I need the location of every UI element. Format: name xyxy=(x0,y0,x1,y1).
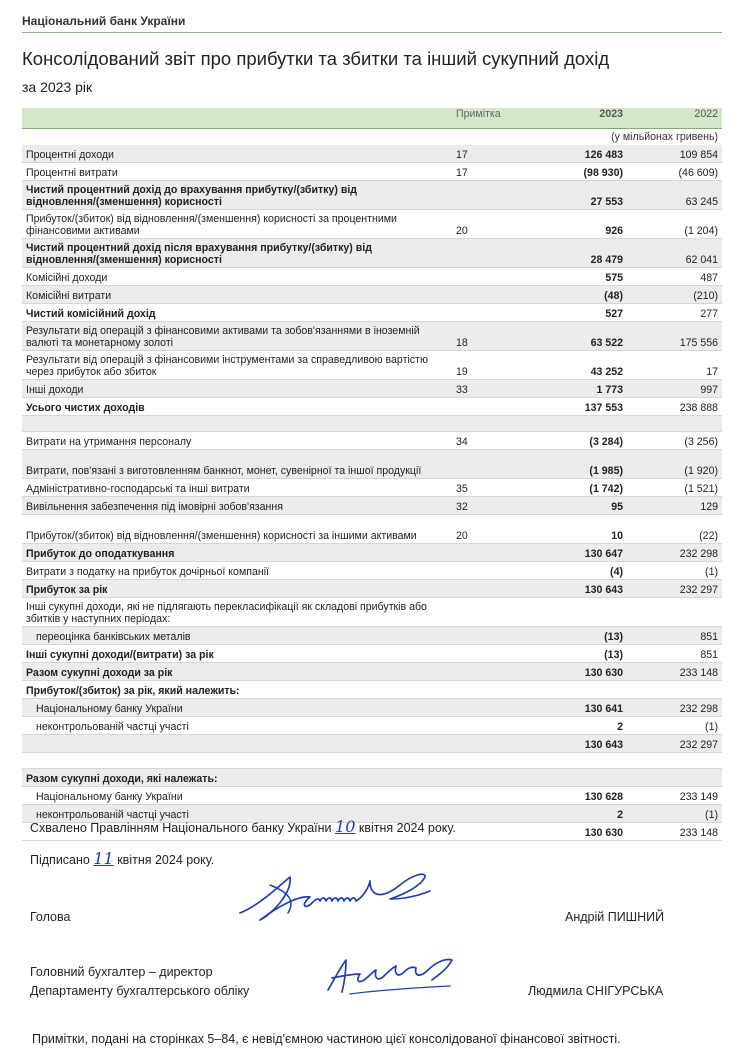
table-row xyxy=(22,286,722,304)
row-value-2022 xyxy=(625,785,722,786)
row-value-2023: (98 930) xyxy=(583,167,623,179)
row-label: переоцінка банківських металів xyxy=(36,631,191,643)
row-value-2022 xyxy=(625,625,722,626)
row-label: Разом сукупні доходи, які належать: xyxy=(26,773,218,785)
row-label: Процентні доходи xyxy=(26,149,114,161)
row-value-2023: 130 630 xyxy=(584,827,623,839)
table-row xyxy=(22,699,722,717)
row-label: Інші доходи xyxy=(26,384,84,396)
row-value-2022: (1) xyxy=(705,721,718,733)
row-note: 20 xyxy=(456,225,468,237)
row-value-2023: 27 553 xyxy=(590,196,623,208)
row-value-2022: 233 148 xyxy=(679,827,718,839)
table-row xyxy=(22,181,722,210)
row-value-2022: (1 521) xyxy=(684,483,718,495)
row-note xyxy=(452,560,510,561)
row-label xyxy=(22,838,452,840)
table-row xyxy=(22,398,722,416)
row-value-2022: 62 041 xyxy=(685,254,718,266)
row-label: Інші сукупні доходи, які не підлягають перекласифікації як складові прибутків або збитків у наступних періодах: xyxy=(26,601,427,625)
row-value-2023: 130 643 xyxy=(584,739,623,751)
row-note xyxy=(452,578,510,579)
row-label: Витрати на утримання персоналу xyxy=(26,436,192,448)
row-value-2022: 851 xyxy=(700,631,718,643)
row-note xyxy=(452,430,510,431)
approval-suffix: квітня 2024 року. xyxy=(358,821,456,835)
row-value-2023: 2 xyxy=(617,809,623,821)
table-row xyxy=(22,210,722,239)
table-row xyxy=(22,239,722,268)
row-note xyxy=(452,767,510,768)
row-value-2023: 43 252 xyxy=(590,366,623,378)
table-row xyxy=(22,515,722,544)
row-value-2023: 575 xyxy=(605,272,623,284)
row-note: 35 xyxy=(456,483,468,495)
table-row xyxy=(22,627,722,645)
row-label: Прибуток/(збиток) за рік, який належить: xyxy=(26,685,240,697)
table-row xyxy=(22,735,722,753)
row-value-2023: 130 628 xyxy=(584,791,623,803)
row-value-2022: 238 888 xyxy=(679,402,718,414)
row-value-2023: 10 xyxy=(611,530,623,542)
table-row xyxy=(22,304,722,322)
row-note xyxy=(452,661,510,662)
signing-day-handwritten: 11 xyxy=(93,849,114,868)
row-note: 17 xyxy=(456,149,468,161)
row-note xyxy=(452,414,510,415)
table-row xyxy=(22,322,722,351)
row-value-2022: 232 298 xyxy=(679,548,718,560)
row-value-2023: 1 773 xyxy=(596,384,623,396)
row-value-2022: 277 xyxy=(700,308,718,320)
row-label: Витрати з податку на прибуток дочірньої компанії xyxy=(26,566,270,578)
row-note xyxy=(452,643,510,644)
row-value-2023: 130 643 xyxy=(584,584,623,596)
row-label: Прибуток/(збиток) від відновлення/(зменшення) корисності за іншими активами xyxy=(26,530,417,542)
row-note: 19 xyxy=(456,366,468,378)
header-note: Примітка xyxy=(456,108,501,120)
row-label: Комісійні витрати xyxy=(26,290,112,302)
units-note: (у мільйонах гривень) xyxy=(611,131,718,143)
row-value-2022 xyxy=(625,767,722,768)
row-label: Інші сукупні доходи/(витрати) за рік xyxy=(26,649,214,661)
notes-statement: Примітки, подані на сторінках 5–84, є невід'ємною частиною цієї консолідованої фінансової звітності. xyxy=(32,1032,621,1046)
row-value-2023: 95 xyxy=(611,501,623,513)
row-note xyxy=(452,625,510,626)
row-value-2023: 926 xyxy=(605,225,623,237)
row-label: Витрати, пов'язані з виготовленням банкнот, монет, сувенірної та іншої продукції xyxy=(26,465,422,477)
row-value-2023 xyxy=(510,625,625,626)
row-value-2023: 130 647 xyxy=(584,548,623,560)
table-row xyxy=(22,544,722,562)
table-row xyxy=(22,562,722,580)
approval-line xyxy=(30,817,456,836)
row-value-2023: (1 985) xyxy=(589,465,623,477)
table-row xyxy=(22,450,722,479)
table-row xyxy=(22,681,722,699)
row-value-2023: (3 284) xyxy=(589,436,623,448)
row-value-2023 xyxy=(510,697,625,698)
signing-prefix: Підписано xyxy=(30,853,90,867)
row-label: Національному банку України xyxy=(36,703,183,715)
report-title: Консолідований звіт про прибутки та збитки та інший сукупний дохід xyxy=(22,48,610,69)
row-value-2022: 232 298 xyxy=(679,703,718,715)
row-value-2022: (210) xyxy=(693,290,718,302)
row-value-2022: 232 297 xyxy=(679,584,718,596)
row-note: 20 xyxy=(456,530,468,542)
row-value-2023: 28 479 xyxy=(590,254,623,266)
table-row xyxy=(22,145,722,163)
row-value-2023 xyxy=(510,430,625,431)
row-note: 18 xyxy=(456,337,468,349)
row-value-2022: 175 556 xyxy=(679,337,718,349)
row-note xyxy=(452,284,510,285)
table-row xyxy=(22,598,722,627)
row-value-2022: (46 609) xyxy=(678,167,718,179)
row-label xyxy=(22,750,452,752)
row-note xyxy=(452,839,510,840)
row-value-2023: (13) xyxy=(604,649,623,661)
table-row xyxy=(22,787,722,805)
row-label xyxy=(22,429,452,431)
table-row xyxy=(22,753,722,769)
row-label: неконтрольованій частці участі xyxy=(36,721,189,733)
table-row xyxy=(22,380,722,398)
row-value-2023: (48) xyxy=(604,290,623,302)
row-label: Усього чистих доходів xyxy=(26,402,145,414)
head-name: Андрій ПИШНИЙ xyxy=(565,910,665,924)
row-value-2023: 130 630 xyxy=(584,667,623,679)
row-value-2022 xyxy=(625,430,722,431)
table-row xyxy=(22,769,722,787)
approval-day-handwritten: 10 xyxy=(335,817,356,836)
row-note xyxy=(452,320,510,321)
row-value-2023: 527 xyxy=(605,308,623,320)
row-note xyxy=(452,266,510,267)
row-note xyxy=(452,803,510,804)
row-label: Процентні витрати xyxy=(26,167,118,179)
row-label: Прибуток до оподаткування xyxy=(26,548,175,560)
row-label: Національному банку України xyxy=(36,791,183,803)
income-statement-table xyxy=(22,108,722,841)
table-row xyxy=(22,416,722,432)
row-label: Прибуток за рік xyxy=(26,584,108,596)
header-2023: 2023 xyxy=(599,108,623,120)
row-value-2022: 129 xyxy=(700,501,718,513)
row-value-2022: (1) xyxy=(705,809,718,821)
row-note: 32 xyxy=(456,501,468,513)
row-note xyxy=(452,679,510,680)
row-label: Разом сукупні доходи за рік xyxy=(26,667,173,679)
row-note xyxy=(452,715,510,716)
report-period: за 2023 рік xyxy=(22,79,93,95)
head-signature xyxy=(230,865,440,935)
row-value-2022: (3 256) xyxy=(684,436,718,448)
row-value-2022: 851 xyxy=(700,649,718,661)
row-value-2022: 487 xyxy=(700,272,718,284)
row-note xyxy=(452,596,510,597)
row-note xyxy=(452,697,510,698)
row-label: Чистий процентний дохід до врахування прибутку/(збитку) від відновлення/(зменшення) корисності xyxy=(26,184,358,208)
header-divider xyxy=(22,32,722,33)
accountant-name: Людмила СНІГУРСЬКА xyxy=(528,984,664,998)
row-label: Прибуток/(збиток) від відновлення/(зменшення) корисності за процентними фінансовими активами xyxy=(26,213,397,237)
row-value-2023: 63 522 xyxy=(590,337,623,349)
row-note: 33 xyxy=(456,384,468,396)
row-label: Чистий комісійний дохід xyxy=(26,308,156,320)
row-value-2022: 63 245 xyxy=(685,196,718,208)
table-row xyxy=(22,663,722,681)
row-value-2022: 232 297 xyxy=(679,739,718,751)
table-row xyxy=(22,351,722,380)
row-note xyxy=(452,302,510,303)
row-note xyxy=(452,751,510,752)
row-value-2022: (1 204) xyxy=(684,225,718,237)
row-label: Комісійні доходи xyxy=(26,272,108,284)
row-label: Чистий процентний дохід після врахування прибутку/(збитку) від відновлення/(зменшення) корисності xyxy=(26,242,372,266)
table-row xyxy=(22,163,722,181)
row-value-2022: (1) xyxy=(705,566,718,578)
table-row xyxy=(22,479,722,497)
row-value-2022: 233 149 xyxy=(679,791,718,803)
row-value-2022: 109 854 xyxy=(679,149,718,161)
row-label: Результати від операцій з фінансовими інструментами за справедливою вартістю через прибуток або збиток xyxy=(26,354,428,378)
row-value-2023: 2 xyxy=(617,721,623,733)
row-value-2022: (1 920) xyxy=(684,465,718,477)
row-note: 34 xyxy=(456,436,468,448)
head-role: Голова xyxy=(30,910,71,924)
table-row xyxy=(22,717,722,735)
row-value-2023 xyxy=(510,767,625,768)
row-note xyxy=(452,785,510,786)
row-note xyxy=(452,477,510,478)
table-header xyxy=(22,108,722,129)
row-note xyxy=(452,208,510,209)
row-value-2022: 233 148 xyxy=(679,667,718,679)
approval-prefix: Схвалено Правлінням Національного банку України xyxy=(30,821,332,835)
row-value-2022: 17 xyxy=(706,366,718,378)
row-value-2023: (13) xyxy=(604,631,623,643)
row-note xyxy=(452,821,510,822)
row-value-2022 xyxy=(625,697,722,698)
row-value-2023: (4) xyxy=(610,566,623,578)
row-value-2023: (1 742) xyxy=(589,483,623,495)
row-value-2023 xyxy=(510,785,625,786)
row-value-2023: 137 553 xyxy=(584,402,623,414)
table-row xyxy=(22,497,722,515)
row-note xyxy=(452,733,510,734)
row-label: Адміністративно-господарські та інші витрати xyxy=(26,483,250,495)
row-label: неконтрольованій частці участі xyxy=(36,809,189,821)
row-value-2022: 997 xyxy=(700,384,718,396)
row-label: Результати від операцій з фінансовими активами та зобов'язаннями в іноземній валюті та монетарному золоті xyxy=(26,325,420,349)
accountant-role-line1: Головний бухгалтер – директор xyxy=(30,965,213,979)
row-note: 17 xyxy=(456,167,468,179)
table-body xyxy=(22,145,722,841)
header-2022: 2022 xyxy=(694,108,718,120)
table-row xyxy=(22,580,722,598)
table-row xyxy=(22,645,722,663)
header-label-col xyxy=(22,108,452,128)
signing-suffix: квітня 2024 року. xyxy=(117,853,215,867)
bank-name: Національний банк України xyxy=(22,14,186,28)
table-row xyxy=(22,268,722,286)
table-row xyxy=(22,432,722,450)
row-value-2022: (22) xyxy=(699,530,718,542)
row-label: Вивільнення забезпечення під імовірні зобов'язання xyxy=(26,501,283,513)
accountant-signature xyxy=(320,950,470,1000)
row-value-2023: 130 641 xyxy=(584,703,623,715)
row-label xyxy=(22,766,452,768)
signing-line xyxy=(30,849,214,868)
row-value-2023: 126 483 xyxy=(584,149,623,161)
accountant-role-line2: Департаменту бухгалтерського обліку xyxy=(30,984,250,998)
